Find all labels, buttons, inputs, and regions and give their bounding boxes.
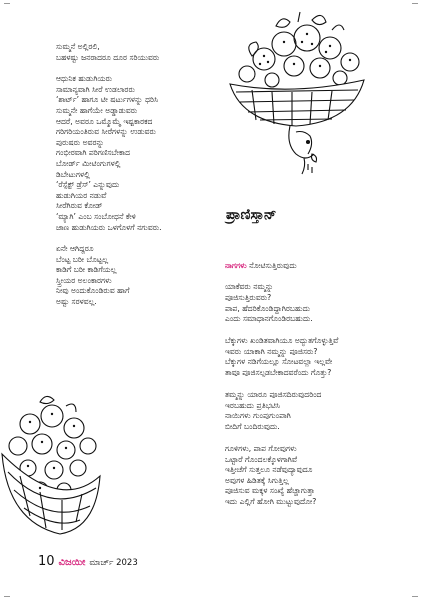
stanza-gap — [56, 233, 162, 244]
poem-line: ಏನೇ ಆಗಿದ್ದರೂ — [56, 244, 94, 254]
poem-line: ‘ರೆಸ್ಪೆಕ್ಟ್ ಡ್ರೆಸ್’ ಎನ್ನುವುದು — [56, 180, 120, 190]
poem-line: ಕಾಡಿಗೆ ಬರೀ ಕಾಡಿಗೆಯಲ್ಲ — [56, 265, 117, 275]
poem-line: ಒಟ್ಟಾರೆ ಗೊಂದಲಕ್ಕೊಳಗಾಗಿವೆ — [225, 454, 298, 464]
poem-line: ಬೆಕ್ಕುಗಳು ಖಂಡಿತವಾಗಿಯೂ ಅದ್ಭುತಗೊಳ್ಳುತ್ತಿವೆ — [225, 336, 339, 346]
poem-line: ಸೀರೆಗಿರುವ ಕೋಡ್ — [56, 201, 103, 211]
poem-line: ಇವರು ಯಾಕಾಗಿ ನಮ್ಮನ್ನು ಪೂಜಿಸರು? — [225, 346, 318, 356]
poem-line: ಬೆಂಟ್ಟ ಬರೀ ಬೊಟ್ಟಲ್ಲ — [56, 254, 109, 264]
poem-line: ಸುಮ್ಮನೇ ಹಾಗೆಯೇ ಅಡ್ಡಾಡುವರು — [56, 105, 138, 115]
poem-line: ಎಂದು ಸಮಾಧಾನಗೊಂಡಿರಬಹುದು. — [225, 314, 313, 324]
poem-line: ಗೂಳಿಗಳು, ಪಾಪ ಗೋವುಗಳು — [225, 444, 297, 453]
poem-line: ಸಾಮಾನ್ಯವಾಗಿ ಸೀರೆ ಉಡಲಾರರು — [56, 84, 135, 94]
stanza-gap — [225, 325, 338, 337]
poem-line: ಪೂಜಿಸುವ ಮಕ್ಕಳ ಸಂಖ್ಯೆ ಹೆಚ್ಚಾಗುತ್ತಾ — [225, 486, 315, 496]
poem-line: ‘ಮ್ಯಾಗಿ’ ಎಂಬ ಸಂಬೋಧನೆ ಕೇಳಿ — [56, 211, 136, 221]
right-poem-column — [225, 240, 338, 508]
poem-line: ಬಹಳಷ್ಟು ಜನರಾದರೂ ದೂರ ಸರಿಯುವರು — [56, 52, 160, 62]
poem-line: ಹುಡುಗಿಯರ ನಡುವೆ — [56, 190, 107, 200]
issue-date: ಮಾರ್ಚ್ 2023 — [89, 558, 138, 568]
stanza-gap — [225, 433, 338, 445]
magazine-name: ವಿಜಯೀ — [58, 557, 86, 568]
page-footer — [38, 554, 138, 569]
poem-line: ಜಾಣ ಹುಡುಗಿಯರು ಒಳಗೊಳಗೆ ನಗುವರು. — [56, 222, 162, 232]
poem-line: ಆಧುನಿಕ ಹುಡುಗಿಯರು — [56, 74, 113, 84]
poem-line: ಅಷ್ಟು ಸರಳವಲ್ಲ. — [56, 297, 97, 307]
poem-line: ತಾವೂ ಪೂಜಿಸಲ್ಪಡಬೇಕಾದವರೆಂದು ಗೊತ್ತು? — [225, 368, 332, 378]
poem-line: ಪುರುಷರು ಅವರನ್ನು — [56, 137, 105, 147]
poem-line: ತಮ್ಮನ್ನು ಯಾರೂ ಪೂಜಿಸದಿರುವುದರಿಂದ — [225, 390, 322, 400]
poem-line: ಅವುಗಳ ಹಿಡಿತಕ್ಕೆ ಸಿಗುತ್ತಿಲ್ಲ — [225, 475, 289, 485]
poem-line: ಡಿಬೇಟುಗಳಲ್ಲಿ — [56, 169, 90, 179]
fruit-bowl-illustration — [0, 392, 110, 542]
poem-line: ಪೂಜಿಸುತ್ತಿರುವರು? — [225, 292, 272, 302]
article-title: ಪ್ರಾಣಿಸ್ತಾನ್ — [226, 207, 277, 223]
fruit-basket-head-illustration — [212, 4, 372, 179]
poem-line: ಬೋರ್ಡ್ ಮೀಟಿಂಗುಗಳಲ್ಲಿ — [56, 158, 121, 168]
poem-line: ಸ್ತ್ರೀಯರ ಅಲಂಕಾರಗಳು — [56, 275, 112, 285]
poem-line: ಗರಿಗರಿಯಂತಿರುವ ಸೀರೆಗಳನ್ನು ಉಡುವರು — [56, 127, 156, 137]
stanza-gap — [225, 379, 338, 391]
crop-mark — [4, 596, 10, 597]
poem-line: ಇದು ಎಲ್ಲಿಗೆ ಹೋಗಿ ಮುಟ್ಟುವುದೋ? — [225, 496, 317, 506]
line-rest: ನೋಟಿಸುತ್ತಿರುವುದು — [246, 261, 297, 271]
poem-line: ಸುಮ್ಮನೆ ಅಲ್ಲಿರಲಿ, — [56, 42, 100, 51]
poem-line: ಆದರೆ, ಅವರೂ ಒಮ್ಮೊಮ್ಮೆ ಇಷ್ಟಕಾರಕದ — [56, 116, 153, 126]
poem-line: ಬೀದಿಗೆ ಬಂದಿರುವುದು. — [225, 421, 280, 431]
poem-line: ನಾಯಿಗಳು ಗುಂಪುಗುಂಪಾಗಿ — [225, 411, 291, 421]
page-number: 10 — [38, 554, 55, 569]
poem-line: ಯಾಕೆವರು ನಮ್ಮನ್ನು — [225, 282, 274, 292]
crop-mark — [412, 3, 418, 4]
crop-mark — [412, 596, 418, 597]
poem-line: ‘ಶಾರ್ಟ್’ ಹಾಗೂ ಟೀ ಷರ್ಟುಗಳನ್ನು ಧರಿಸಿ — [56, 95, 159, 105]
poem-line: ನೀವು ಅಂದುಕೊಂಡಿರುವ ಹಾಗೆ — [56, 286, 130, 296]
poem-line: ಪಾಪ, ಹೆದರಿಕೊಂಡಿದ್ದಾಗಿರಬಹುದು — [225, 303, 311, 313]
left-poem-column — [56, 42, 162, 308]
poem-line: ಇರಬಹುದು ಪ್ರತಿಭಟಿಸಿ — [225, 400, 280, 410]
poem-line: ಇತ್ತೀಚೆಗೆ ಸುತ್ತಲೂ ನಡೆವುದ್ಯಾವುದೂ — [225, 465, 313, 475]
poem-line — [225, 261, 338, 272]
poem-line: ಬೆಕ್ಕುಗಳ ನಡಿಗೆಯಲ್ಲೂ ಸೋಟವಲ್ಲಾ ಇಲ್ಲವೇ — [225, 357, 333, 367]
crop-mark — [4, 3, 10, 4]
accent-word: ನಾಗಗಳು — [225, 261, 247, 271]
poem-line: ಗಂಭೀರವಾಗಿ ಪರಿಗಣಿಸಬೇಕಾದ — [56, 148, 130, 158]
stanza-gap — [56, 63, 162, 74]
